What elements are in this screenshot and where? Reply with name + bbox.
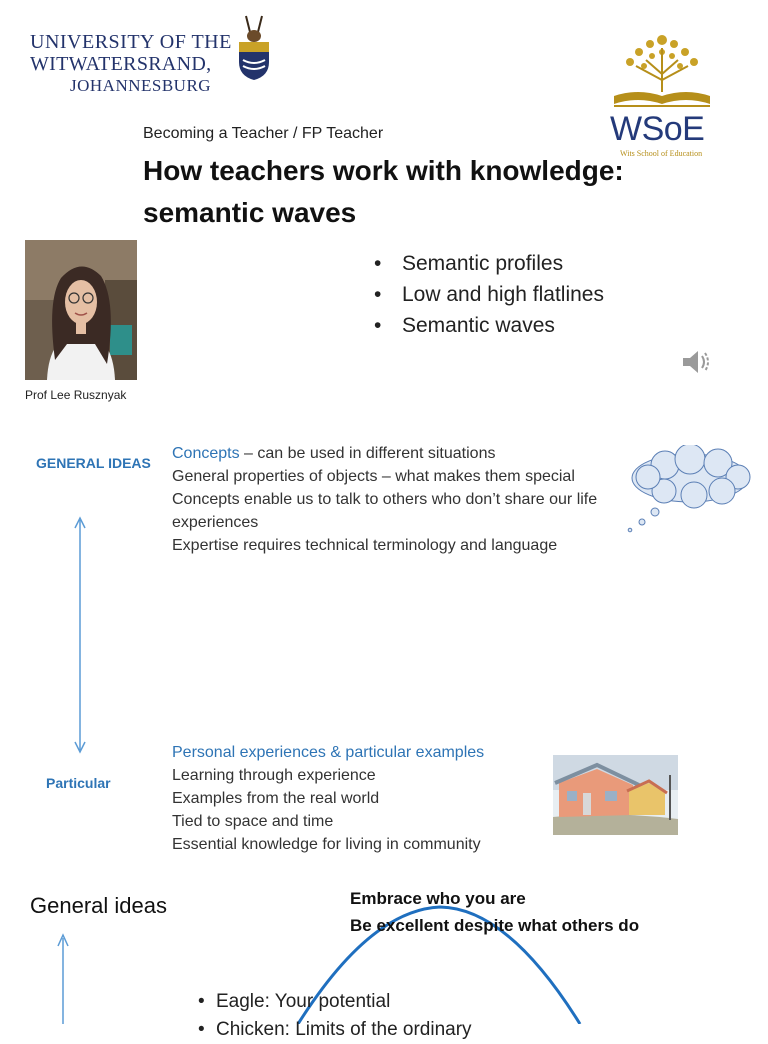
presenter-photo <box>25 240 137 380</box>
particular-line: Essential knowledge for living in community <box>172 836 481 853</box>
particular-line: Examples from the real world <box>172 790 380 807</box>
concepts-block <box>172 442 652 557</box>
course-name: Becoming a Teacher / FP Teacher <box>143 125 384 142</box>
motto-line2: Be excellent despite what others do <box>350 916 640 935</box>
concepts-line: Expertise requires technical terminology and language <box>172 537 558 554</box>
page-title <box>143 150 763 234</box>
motto <box>350 885 639 939</box>
concepts-heading: Concepts – can be used in different situations <box>172 445 496 462</box>
general-ideas-label: GENERAL IDEAS <box>36 455 151 471</box>
eagle-list <box>196 988 472 1044</box>
particular-line: Learning through experience <box>172 767 376 784</box>
wits-logo-text <box>30 32 232 94</box>
title-line1: How teachers work with knowledge: <box>143 155 624 186</box>
wsoe-logo <box>606 30 718 160</box>
tree-book-icon <box>606 30 718 112</box>
list-item: • Semantic profiles <box>374 252 564 275</box>
concepts-line: Concepts enable us to talk to others who don’t share our life experiences <box>172 491 598 531</box>
list-item: • Eagle: Your potential <box>198 991 391 1012</box>
speaker-icon[interactable] <box>680 345 714 379</box>
presenter-caption: Prof Lee Rusznyak <box>25 388 127 402</box>
university-line2: WITWATERSRAND, <box>30 53 212 75</box>
university-line3: JOHANNESBURG <box>70 76 212 95</box>
wits-crest-icon <box>234 10 274 82</box>
house-image <box>553 755 678 835</box>
list-item: • Chicken: Limits of the ordinary <box>198 1019 472 1040</box>
topic-list <box>372 248 604 341</box>
concepts-line: General properties of objects – what makes them special <box>172 468 575 485</box>
wsoe-subtitle: Wits School of Education <box>620 149 703 158</box>
list-item: • Low and high flatlines <box>374 283 604 306</box>
particular-line: Tied to space and time <box>172 813 334 830</box>
double-arrow-icon <box>60 510 100 760</box>
wsoe-name: WSoE <box>610 110 705 148</box>
general-ideas-heading: General ideas <box>30 893 167 918</box>
motto-line1: Embrace who you are <box>350 889 526 908</box>
particular-label: Particular <box>46 775 111 791</box>
list-item: • Semantic waves <box>374 314 555 337</box>
thought-cloud-icon <box>620 445 760 535</box>
university-line1: UNIVERSITY OF THE <box>30 31 232 53</box>
title-line2: semantic waves <box>143 197 357 228</box>
particular-heading: Personal experiences & particular examples <box>172 744 485 761</box>
